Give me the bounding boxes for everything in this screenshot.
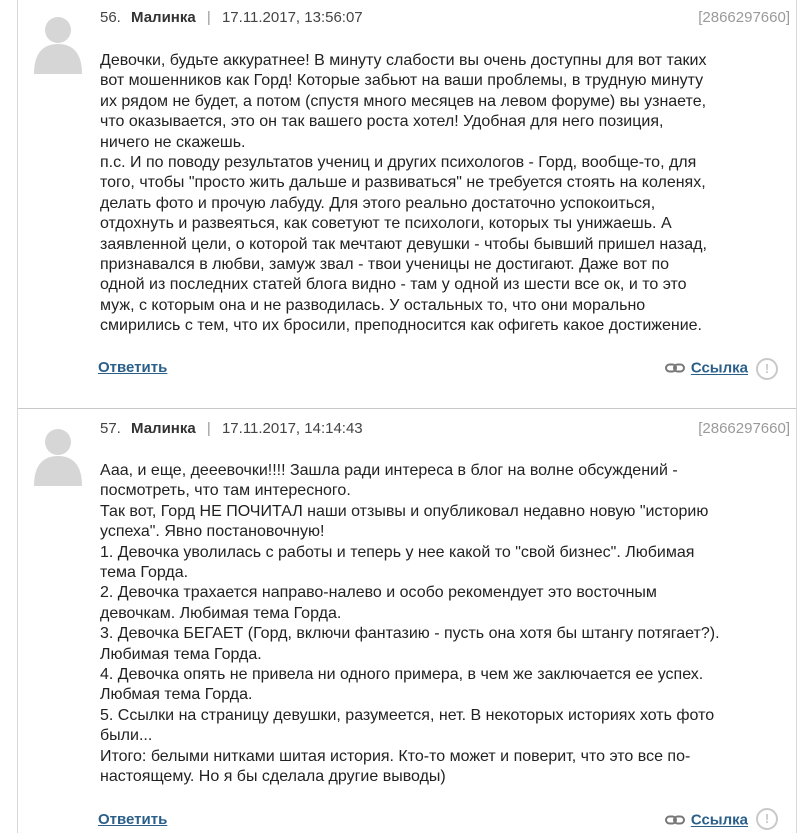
- report-icon[interactable]: !: [756, 808, 778, 830]
- comment-line: Любмая тема Горда.: [100, 686, 253, 704]
- comment-line: были...: [100, 727, 153, 745]
- permalink-label[interactable]: Ссылка: [690, 811, 748, 829]
- comment-date: 17.11.2017, 13:56:07: [221, 9, 363, 26]
- comment-line: девочкам. Любимая тема Горда.: [100, 604, 342, 622]
- comment-line: что оказывается, это он так вашего роста хотел! Удобная для него позиция,: [100, 113, 664, 131]
- comment-line: 4. Девочка опять не привела ни одного примера, в чем же заключается ее успех.: [100, 666, 704, 684]
- comment-line: заявленной цели, о которой так мечтают девушки - чтобы бывший пришел назад,: [100, 235, 707, 253]
- comment-number: 56.: [100, 9, 121, 26]
- comment-line: муж, с которым она и не разводилась. У остальных то, что они морально: [100, 296, 646, 314]
- comment-line: 2. Девочка трахается направо-налево и особо рекомендует это восточным: [100, 584, 657, 602]
- comment-line: п.с. И по поводу результатов учениц и других психологов - Горд, вообще-то, для: [100, 154, 697, 172]
- author-name[interactable]: Малинка: [131, 420, 196, 437]
- chain-link-icon: [665, 815, 685, 825]
- chain-link-icon: [665, 363, 685, 373]
- comment-body: [100, 51, 790, 337]
- comment-line: делать фото и прочую лабуду. Для этого реально достаточно успокоиться,: [100, 194, 656, 212]
- comment-header: [100, 420, 363, 437]
- comment-line: отдохнуть и развеяться, как советуют те психологи, которых ты унижаешь. А: [100, 215, 672, 233]
- avatar-placeholder-icon: [28, 422, 88, 486]
- permalink-button[interactable]: [665, 359, 748, 377]
- comment-line: успеха". Явно постановочную!: [100, 523, 325, 541]
- comment-line: Итого: белыми нитками шитая история. Кто-то может и поверит, что это все по-: [100, 747, 691, 765]
- comment-number: 57.: [100, 420, 121, 437]
- reply-button[interactable]: Ответить: [98, 359, 168, 376]
- comment-line: Любимая тема Горда.: [100, 645, 262, 663]
- comment-id: [2866297660]: [698, 9, 790, 26]
- thread-right-border: [796, 0, 797, 833]
- reply-button[interactable]: Ответить: [98, 811, 168, 828]
- comment-line: смирились с тем, что их бросили, преподносится как офигеть какое достижение.: [100, 317, 702, 335]
- comment-line: 3. Девочка БЕГАЕТ (Горд, включи фантазию - пусть она хотя бы штангу потягает?).: [100, 625, 720, 643]
- permalink-button[interactable]: [665, 811, 748, 829]
- comment-line: того, чтобы "просто жить дальше и развиваться" не требуется стоять на коленях,: [100, 174, 706, 192]
- comment-line: настоящему. Но я бы сделала другие выводы): [100, 768, 446, 786]
- header-separator: |: [206, 9, 211, 26]
- comment-id: [2866297660]: [698, 420, 790, 437]
- comment-line: признавался в любви, замуж звал - твои ученицы не достигают. Даже вот по: [100, 256, 670, 274]
- comment-line: вот мошенников как Горд! Которые забьют на ваши проблемы, в трудную минуту: [100, 72, 704, 90]
- comment-line: Ааа, и еще, дееевочки!!!! Зашла ради интереса в блог на волне обсуждений -: [100, 462, 678, 479]
- header-separator: |: [206, 420, 211, 437]
- comment-line: тема Горда.: [100, 564, 189, 582]
- comment-line: 5. Ссылки на страницу девушки, разумеется, нет. В некоторых историях хоть фото: [100, 706, 715, 724]
- report-icon[interactable]: !: [756, 358, 778, 380]
- comment-body: [100, 461, 790, 788]
- comment-header: [100, 9, 363, 26]
- comment-line: 1. Девочка уволилась с работы и теперь у нее какой то "свой бизнес". Любимая: [100, 543, 695, 561]
- permalink-label[interactable]: Ссылка: [690, 359, 748, 377]
- comment-line: Девочки, будьте аккуратнее! В минуту слабости вы очень доступны для вот таких: [100, 52, 707, 69]
- comment-date: 17.11.2017, 14:14:43: [221, 420, 363, 437]
- comment-line: одной из последних статей блога видно - там у одной из шести все ок, и то это: [100, 276, 687, 294]
- comment-line: Так вот, Горд НЕ ПОЧИТАЛ наши отзывы и опубликовал недавно новую "историю: [100, 502, 709, 520]
- avatar-placeholder-icon: [28, 10, 88, 74]
- comment-57: [18, 408, 796, 833]
- comment-line: их рядом не будет, а потом (спустя много месяцев на левом форуме) вы узнаете,: [100, 92, 707, 110]
- comment-line: ничего не скажешь.: [100, 133, 246, 151]
- author-name[interactable]: Малинка: [131, 9, 196, 26]
- comment-56: [18, 0, 796, 400]
- comment-line: посмотреть, что там интересного.: [100, 482, 351, 500]
